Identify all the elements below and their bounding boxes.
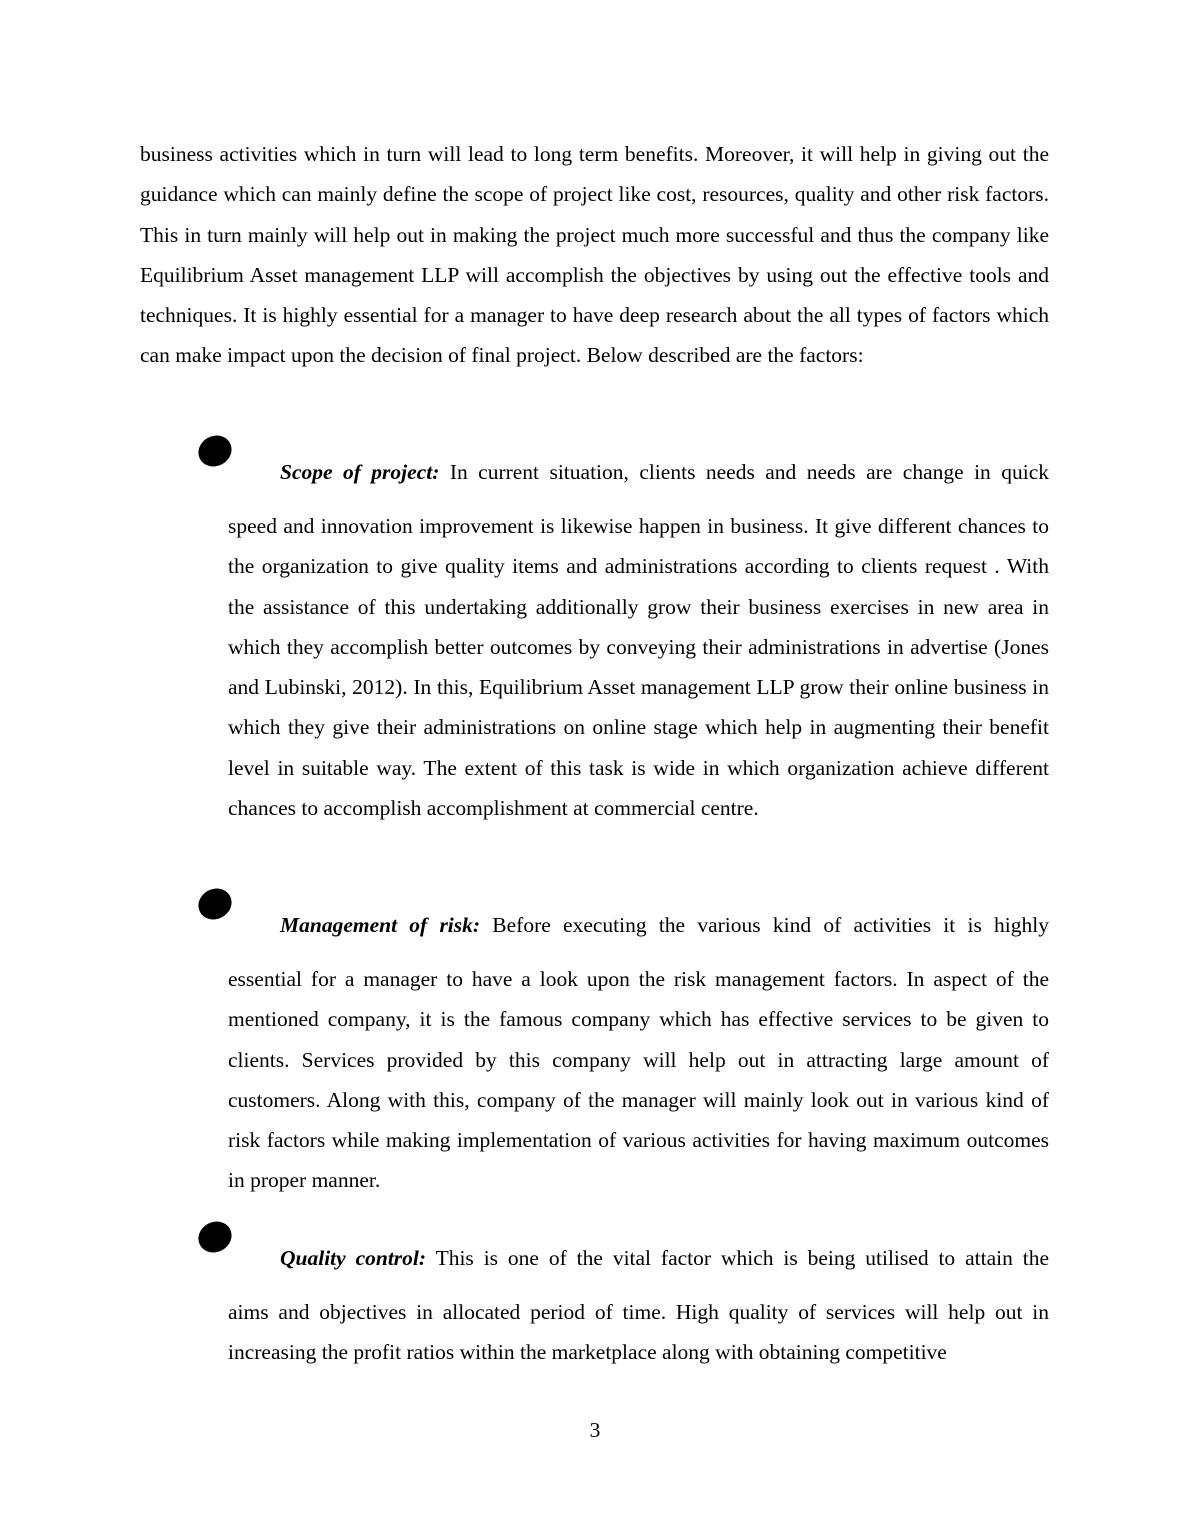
factor-continuation: speed and innovation improvement is likewise happen in business. It give different chances to the organization to give quality items and administrations according to clients request . With the assistance of this undertaking additionally grow their business exercises in new area in which they accomplish better outcomes by conveying their administrations in advertise (Jones and Lubinski, 2012). In this, Equilibrium Asset management LLP grow their online business in which they give their administrations on online stage which help in augmenting their benefit level in suitable way. The extent of this task is wide in which organization achieve different chances to accomplish accomplishment at commercial centre. <box>228 514 1049 821</box>
factor-term: Quality control: <box>280 1246 427 1270</box>
bullet-icon <box>193 883 237 925</box>
page-number: 3 <box>589 1418 601 1442</box>
factor-first-line-text: This is one of the vital factor which is being utilised to attain the <box>435 1246 1049 1270</box>
factor-term: Scope of project: <box>280 460 440 484</box>
bullet-icon <box>193 430 237 472</box>
factor-continuation: aims and objectives in allocated period of time. High quality of services will help out in increasing the profit ratios within the marketplace along with obtaining competitive <box>228 1300 1049 1365</box>
factor-first-line <box>280 452 1049 492</box>
intro-paragraph: business activities which in turn will lead to long term benefits. Moreover, it will help in giving out the guidance which can mainly define the scope of project like cost, resources, quality and other risk factors. This in turn mainly will help out in making the project much more successful and thus the company like Equilibrium Asset management LLP will accomplish the objectives by using out the effective tools and techniques. It is highly essential for a manager to have deep research about the all types of factors which can make impact upon the decision of final project. Below described are the factors: <box>140 142 1049 368</box>
bullet-icon <box>193 1216 237 1258</box>
factor-first-line <box>280 905 1049 945</box>
factor-first-line <box>280 1238 1049 1278</box>
factor-first-line-text: Before executing the various kind of activities it is highly <box>492 913 1050 937</box>
factor-term: Management of risk: <box>280 913 481 937</box>
factor-continuation: essential for a manager to have a look upon the risk management factors. In aspect of the mentioned company, it is the famous company which has effective services to be given to clients. Services provided by this company will help out in attracting large amount of customers. Along with this, company of the manager will mainly look out in various kind of risk factors while making implementation of various activities for having maximum outcomes in proper manner. <box>228 967 1049 1193</box>
factor-first-line-text: In current situation, clients needs and needs are change in quick <box>449 460 1050 484</box>
